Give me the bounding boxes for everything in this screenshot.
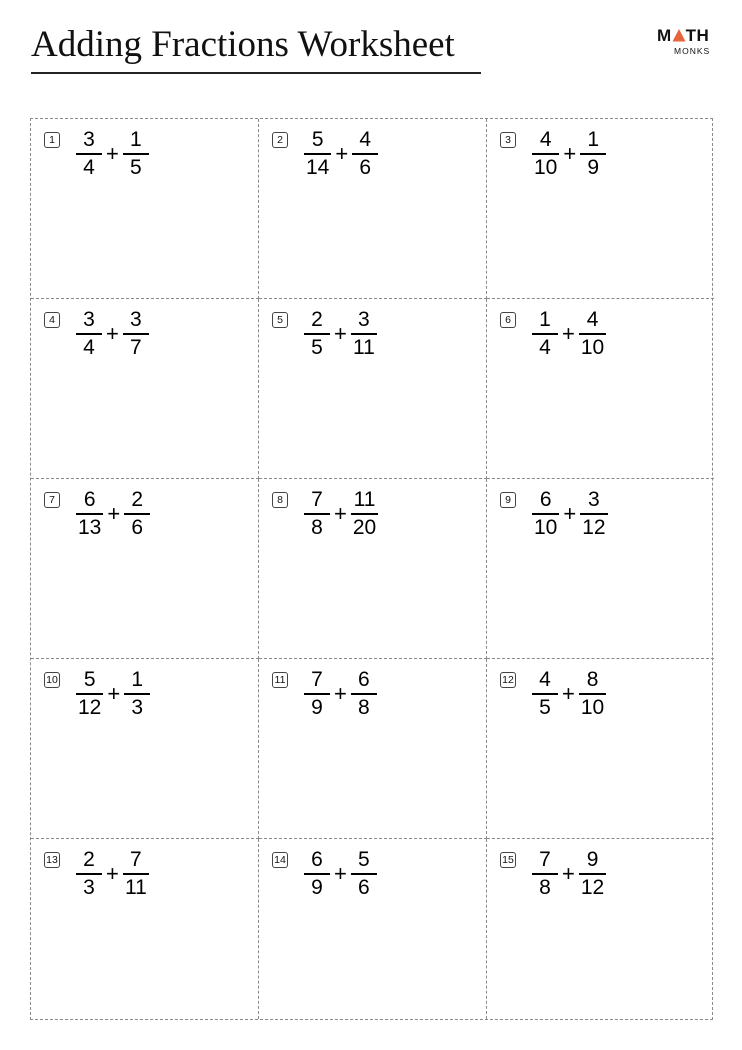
numerator: 9 [586, 848, 599, 872]
numerator: 2 [83, 848, 95, 872]
problem-number: 1 [44, 132, 60, 148]
fraction-bar [304, 873, 330, 875]
fraction-a [304, 848, 330, 900]
plus-sign: + [334, 501, 347, 526]
fraction-bar [580, 153, 606, 155]
problem-cell [31, 479, 259, 659]
problem-number: 3 [500, 132, 516, 148]
fraction-expression [76, 487, 150, 541]
fraction-b [351, 488, 378, 540]
fraction-bar [579, 873, 606, 875]
fraction-a [304, 488, 330, 540]
plus-sign: + [562, 681, 575, 706]
denominator: 6 [131, 515, 144, 539]
problem-number: 5 [272, 312, 288, 328]
denominator: 3 [83, 875, 95, 899]
numerator: 7 [539, 848, 551, 872]
plus-sign: + [107, 501, 121, 526]
fraction-bar [304, 513, 330, 515]
fraction-bar [123, 153, 149, 155]
fraction-expression [304, 847, 377, 901]
problem-number: 9 [500, 492, 516, 508]
fraction-bar [123, 873, 149, 875]
fraction-bar [532, 513, 559, 515]
numerator: 11 [353, 488, 376, 512]
problem-cell [31, 839, 259, 1019]
fraction-bar [532, 333, 558, 335]
denominator: 11 [124, 875, 147, 899]
problem-number: 15 [500, 852, 516, 868]
plus-sign: + [562, 861, 575, 886]
logo-word-start: M [657, 26, 672, 45]
triangle-icon [672, 28, 686, 42]
fraction-a [532, 308, 558, 360]
problem-cell [487, 659, 714, 839]
problem-cell [487, 479, 714, 659]
plus-sign: + [106, 861, 119, 886]
fraction-bar [76, 693, 103, 695]
fraction-bar [304, 333, 330, 335]
numerator: 6 [311, 848, 323, 872]
numerator: 3 [130, 308, 142, 332]
fraction-bar [579, 693, 606, 695]
fraction-bar [124, 693, 150, 695]
fraction-bar [532, 693, 558, 695]
denominator: 12 [78, 695, 102, 719]
problem-number: 14 [272, 852, 288, 868]
fraction-a [304, 308, 330, 360]
fraction-expression [532, 127, 606, 181]
numerator: 3 [358, 308, 370, 332]
fraction-b [351, 668, 377, 720]
denominator: 10 [580, 335, 605, 359]
problem-number: 4 [44, 312, 60, 328]
problem-cell [259, 299, 487, 479]
plus-sign: + [107, 681, 121, 706]
numerator: 4 [359, 128, 372, 152]
fraction-b [351, 308, 377, 360]
plus-sign: + [106, 141, 119, 166]
fraction-a [304, 668, 330, 720]
problem-cell [259, 479, 487, 659]
fraction-bar [124, 513, 150, 515]
denominator: 9 [587, 155, 600, 179]
fraction-expression [76, 667, 150, 721]
problem-number: 13 [44, 852, 60, 868]
denominator: 8 [539, 875, 551, 899]
fraction-bar [351, 333, 377, 335]
plus-sign: + [563, 501, 577, 526]
denominator: 8 [311, 515, 323, 539]
page-title: Adding Fractions Worksheet [31, 24, 455, 65]
fraction-bar [532, 153, 559, 155]
denominator: 10 [580, 695, 605, 719]
denominator: 3 [131, 695, 144, 719]
numerator: 1 [130, 128, 142, 152]
denominator: 7 [130, 335, 142, 359]
fraction-a [532, 668, 558, 720]
fraction-a [76, 128, 102, 180]
denominator: 14 [306, 155, 330, 179]
fraction-expression [76, 127, 149, 181]
fraction-b [352, 128, 378, 180]
fraction-bar [76, 873, 102, 875]
denominator: 10 [534, 515, 558, 539]
denominator: 13 [78, 515, 102, 539]
fraction-bar [76, 513, 103, 515]
numerator: 1 [539, 308, 551, 332]
denominator: 9 [311, 695, 323, 719]
fraction-b [351, 848, 377, 900]
logo-wordmark [657, 26, 709, 46]
problem-cell [259, 659, 487, 839]
fraction-b [124, 668, 150, 720]
fraction-bar [351, 513, 378, 515]
fraction-b [579, 308, 606, 360]
denominator: 12 [580, 875, 605, 899]
numerator: 5 [358, 848, 370, 872]
denominator: 10 [534, 155, 558, 179]
problem-grid [30, 118, 713, 1020]
fraction-bar [352, 153, 378, 155]
fraction-a [532, 848, 558, 900]
numerator: 2 [131, 488, 144, 512]
fraction-expression [532, 847, 606, 901]
problem-cell [487, 839, 714, 1019]
fraction-b [580, 128, 606, 180]
title-underline [31, 72, 481, 74]
problem-cell [259, 839, 487, 1019]
fraction-expression [76, 847, 149, 901]
problem-number: 10 [44, 672, 60, 688]
numerator: 4 [586, 308, 599, 332]
fraction-b [123, 308, 149, 360]
fraction-expression [304, 487, 378, 541]
problem-cell [259, 119, 487, 299]
fraction-expression [532, 667, 606, 721]
denominator: 4 [83, 155, 95, 179]
fraction-bar [76, 153, 102, 155]
numerator: 6 [539, 488, 552, 512]
fraction-a [76, 848, 102, 900]
fraction-bar [304, 153, 331, 155]
problem-cell [31, 659, 259, 839]
plus-sign: + [562, 321, 575, 346]
fraction-bar [351, 873, 377, 875]
fraction-bar [76, 333, 102, 335]
numerator: 3 [83, 308, 95, 332]
fraction-expression [304, 667, 377, 721]
numerator: 3 [83, 128, 95, 152]
plus-sign: + [106, 321, 119, 346]
numerator: 4 [539, 668, 551, 692]
denominator: 4 [83, 335, 95, 359]
fraction-bar [351, 693, 377, 695]
denominator: 11 [352, 335, 375, 359]
numerator: 5 [311, 128, 324, 152]
fraction-expression [532, 307, 606, 361]
denominator: 9 [311, 875, 323, 899]
problem-number: 7 [44, 492, 60, 508]
denominator: 6 [359, 155, 372, 179]
problem-number: 11 [272, 672, 288, 688]
logo-word-end: TH [685, 26, 710, 45]
fraction-expression [532, 487, 608, 541]
fraction-a [532, 128, 559, 180]
denominator: 20 [352, 515, 377, 539]
denominator: 5 [539, 695, 551, 719]
plus-sign: + [334, 321, 347, 346]
denominator: 4 [539, 335, 551, 359]
numerator: 2 [311, 308, 323, 332]
fraction-expression [304, 127, 378, 181]
logo-subtitle: MONKS [674, 46, 711, 56]
numerator: 1 [587, 128, 600, 152]
numerator: 3 [588, 488, 600, 512]
numerator: 5 [83, 668, 96, 692]
fraction-a [532, 488, 559, 540]
denominator: 5 [130, 155, 142, 179]
fraction-bar [579, 333, 606, 335]
fraction-b [124, 488, 150, 540]
fraction-expression [304, 307, 377, 361]
denominator: 12 [582, 515, 606, 539]
denominator: 5 [311, 335, 323, 359]
problem-cell [487, 299, 714, 479]
problem-cell [487, 119, 714, 299]
numerator: 7 [311, 488, 323, 512]
plus-sign: + [563, 141, 577, 166]
fraction-bar [580, 513, 607, 515]
problem-number: 6 [500, 312, 516, 328]
plus-sign: + [334, 861, 347, 886]
numerator: 7 [311, 668, 323, 692]
problem-cell [31, 119, 259, 299]
numerator: 1 [131, 668, 144, 692]
fraction-a [76, 488, 103, 540]
numerator: 6 [358, 668, 370, 692]
problem-cell [31, 299, 259, 479]
problem-number: 2 [272, 132, 288, 148]
plus-sign: + [334, 681, 347, 706]
fraction-bar [532, 873, 558, 875]
fraction-a [76, 668, 103, 720]
numerator: 8 [586, 668, 599, 692]
numerator: 6 [83, 488, 96, 512]
denominator: 6 [358, 875, 370, 899]
fraction-b [123, 128, 149, 180]
denominator: 8 [358, 695, 370, 719]
fraction-b [579, 848, 606, 900]
numerator: 7 [130, 848, 142, 872]
fraction-bar [304, 693, 330, 695]
fraction-a [304, 128, 331, 180]
fraction-b [580, 488, 607, 540]
problem-number: 8 [272, 492, 288, 508]
fraction-a [76, 308, 102, 360]
plus-sign: + [335, 141, 349, 166]
fraction-bar [123, 333, 149, 335]
fraction-b [123, 848, 149, 900]
problem-number: 12 [500, 672, 516, 688]
math-monks-logo [657, 26, 717, 60]
fraction-expression [76, 307, 149, 361]
numerator: 4 [539, 128, 552, 152]
fraction-b [579, 668, 606, 720]
